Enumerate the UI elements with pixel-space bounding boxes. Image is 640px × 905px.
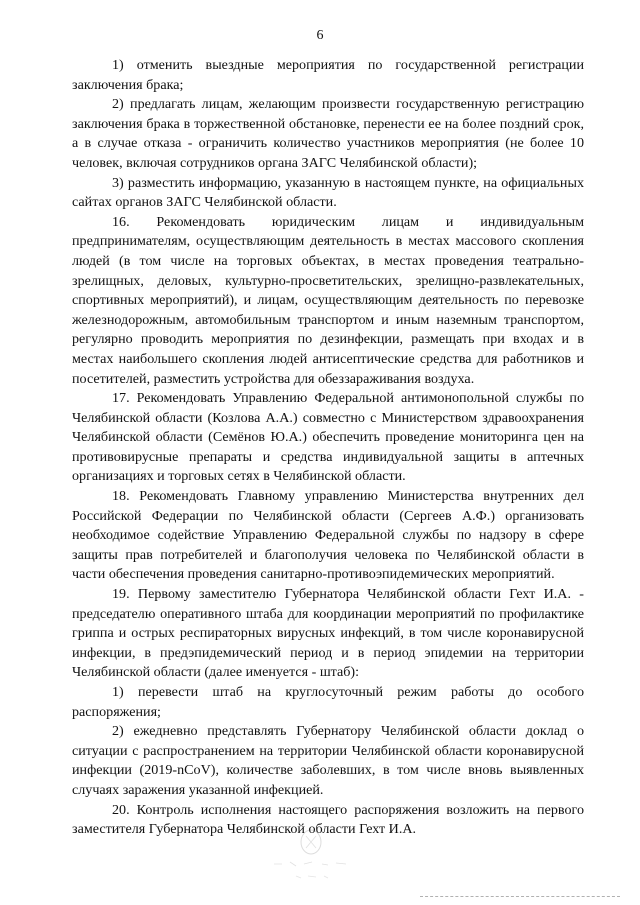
paragraph-15-1: 1) отменить выездные мероприятия по государственной регистрации заключения брака; bbox=[72, 57, 584, 93]
paragraph-17: 17. Рекомендовать Управлению Федеральной антимонопольной службы по Челябинской области (Козлова А.А.) совместно с Министерством здравоохранения Челябинской области (Семёнов Ю.А.) обеспечить проведение мониторинга цен на противовирусные препараты и средства индивидуальной защиты в аптечных организациях и торговых сетях в Челябинской области. bbox=[72, 390, 584, 485]
page-number: 6 bbox=[316, 28, 324, 43]
paragraph-15-3: 3) разместить информацию, указанную в настоящем пункте, на официальных сайтах органов ЗАГС Челябинской области. bbox=[72, 174, 584, 211]
paragraph-18: 18. Рекомендовать Главному управлению Министерства внутренних дел Российской Федерации по Челябинской области (Сергеев А.Ф.) организовать необходимое содействие Управлению Федеральной службы по надзору в сфере защиты прав потребителей и благополучия человека по Челябинской области в части обеспечения проведения санитарно-противоэпидемических мероприятий. bbox=[72, 488, 584, 583]
faint-stamp-mark bbox=[266, 826, 356, 886]
paragraph-16: 16. Рекомендовать юридическим лицам и индивидуальным предпринимателям, осуществляющим деятельность в местах массового скопления людей (в том числе на торговых объектах, в местах проведения театрально-зрелищных, деловых, культурно-просветительских, зрелищно-развлекательных, спортивных мероприятий), и лицам, осуществляющим деятельность по перевозке железнодорожным, автомобильным транспортом и иным наземным транспортом, регулярно проводить мероприятия по дезинфекции, размещать при входах и в местах наибольшего скопления людей антисептические средства для работников и посетителей, разместить устройства для обеззараживания воздуха. bbox=[72, 213, 584, 387]
bottom-scan-line bbox=[420, 896, 620, 897]
paragraph-20: 20. Контроль исполнения настоящего распоряжения возложить на первого заместителя Губернатора Челябинской области Гехт И.А. bbox=[72, 801, 584, 838]
paragraph-19-2: 2) ежедневно представлять Губернатору Челябинской области доклад о ситуации с распространением на территории Челябинской области коронавирусной инфекции (2019-nCoV), количестве заболевших, в том числе вновь выявленных случаях заражения указанной инфекцией. bbox=[72, 723, 584, 798]
paragraph-15-2: 2) предлагать лицам, желающим произвести государственную регистрацию заключения брака в торжественной обстановке, перенести ее на более поздний срок, а в случае отказа - ограничить количество участников мероприятия (не более 10 человек, включая сотрудников органа ЗАГС Челябинской области); bbox=[72, 96, 584, 171]
document-body bbox=[72, 56, 584, 840]
paragraph-19-1: 1) перевести штаб на круглосуточный режим работы до особого распоряжения; bbox=[72, 684, 584, 720]
paragraph-19: 19. Первому заместителю Губернатора Челябинской области Гехт И.А. - председателю оперативного штаба для координации мероприятий по профилактике гриппа и острых респираторных вирусных инфекций, в том числе коронавирусной инфекции, в предэпидемический период и в период эпидемии на территории Челябинской области (далее именуется - штаб): bbox=[72, 586, 584, 681]
